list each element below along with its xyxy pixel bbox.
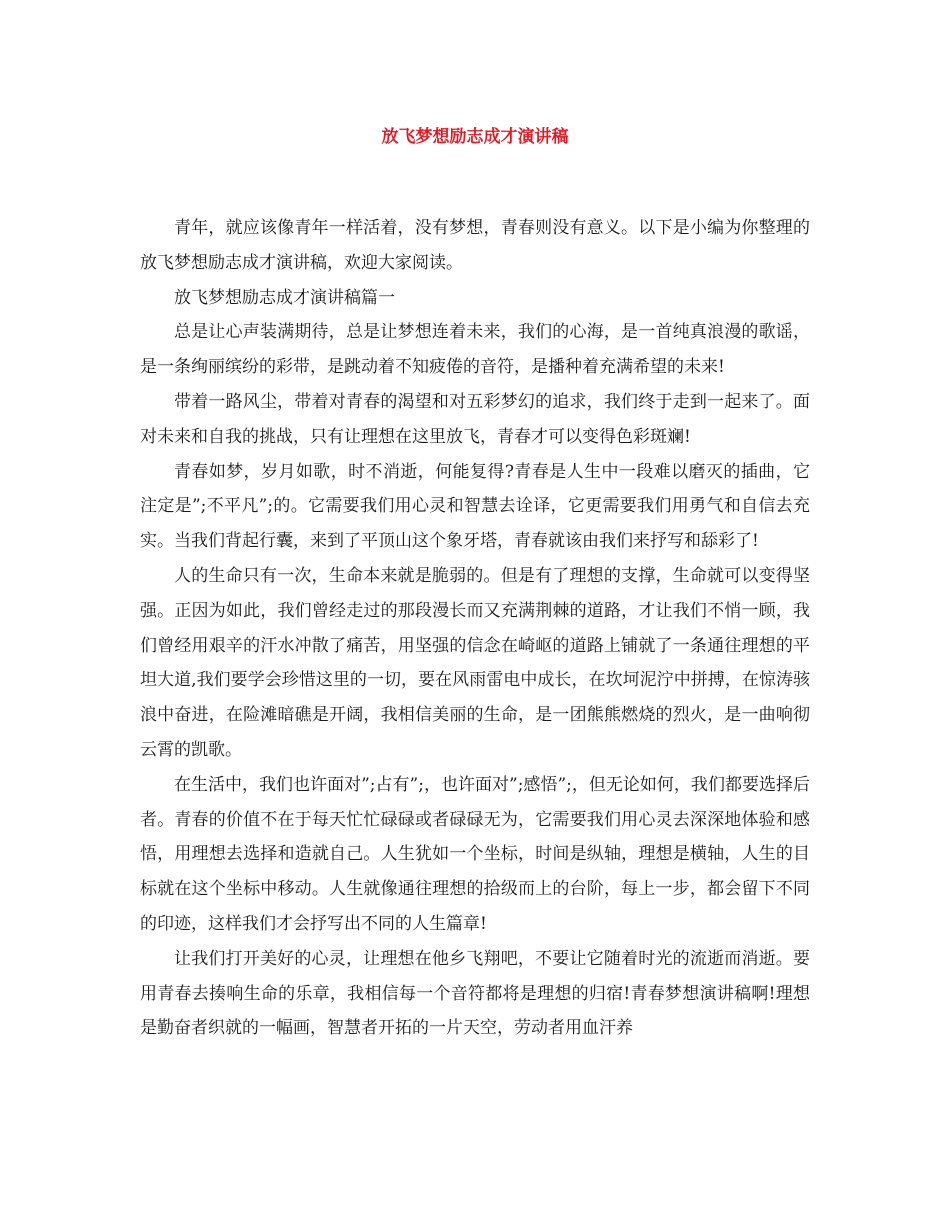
document-title: 放飞梦想励志成才演讲稿 bbox=[381, 127, 569, 147]
paragraph: 总是让心声装满期待，总是让梦想连着未来，我们的心海，是一首纯真浪漫的歌谣，是一条绚丽缤纷的彩带，是跳动着不知疲倦的音符，是播种着充满希望的未来! bbox=[140, 322, 810, 378]
paragraph: 人的生命只有一次，生命本来就是脆弱的。但是有了理想的支撑，生命就可以变得坚强。正因为如此，我们曾经走过的那段漫长而又充满荆棘的道路，才让我们不悄一顾，我们曾经用艰辛的汗水冲散了痛苦，用坚强的信念在崎岖的道路上铺就了一条通往理想的平坦大道,我们要学会珍惜这里的一切，要在风雨雷电中成长，在坎坷泥泞中拼搏，在惊涛骇浪中奋进，在险滩暗礁是开阔，我相信美丽的生命，是一团熊熊燃烧的烈火，是一曲响彻云霄的凯歌。 bbox=[140, 565, 810, 760]
paragraph-section-heading: 放飞梦想励志成才演讲稿篇一 bbox=[174, 287, 395, 308]
document-body bbox=[140, 211, 810, 1046]
paragraph: 青春如梦，岁月如歌，时不消逝，何能复得?青春是人生中一段难以磨灭的插曲，它注定是”;不平凡”;的。它需要我们用心灵和智慧去诠译，它更需要我们用勇气和自信去充实。当我们背起行囊，来到了平顶山这个象牙塔，青春就该由我们来抒写和舔彩了! bbox=[140, 461, 810, 552]
paragraph: 在生活中，我们也许面对”;占有”;，也许面对”;感悟”;，但无论如何，我们都要选择后者。青春的价值不在于每天忙忙碌碌或者碌碌无为，它需要我们用心灵去深深地体验和感悟，用理想去选择和造就自己。人生犹如一个坐标，时间是纵轴，理想是横轴，人生的目标就在这个坐标中移动。人生就像通往理想的拾级而上的台阶，每上一步，都会留下不同的印迹，这样我们才会抒写出不同的人生篇章! bbox=[140, 774, 810, 934]
paragraph: 带着一路风尘，带着对青春的渴望和对五彩梦幻的追求，我们终于走到一起来了。面对未来和自我的挑战，只有让理想在这里放飞，青春才可以变得色彩斑斓! bbox=[140, 391, 810, 447]
paragraph-intro: 青年，就应该像青年一样活着，没有梦想，青春则没有意义。以下是小编为你整理的放飞梦想励志成才演讲稿，欢迎大家阅读。 bbox=[140, 218, 810, 273]
paragraph: 让我们打开美好的心灵，让理想在他乡飞翔吧，不要让它随着时光的流逝而消逝。要用青春去揍响生命的乐章，我相信每一个音符都将是理想的归宿!青春梦想演讲稿啊!理想是勤奋者织就的一幅画，智慧者开拓的一片天空，劳动者用血汗养 bbox=[140, 948, 810, 1039]
